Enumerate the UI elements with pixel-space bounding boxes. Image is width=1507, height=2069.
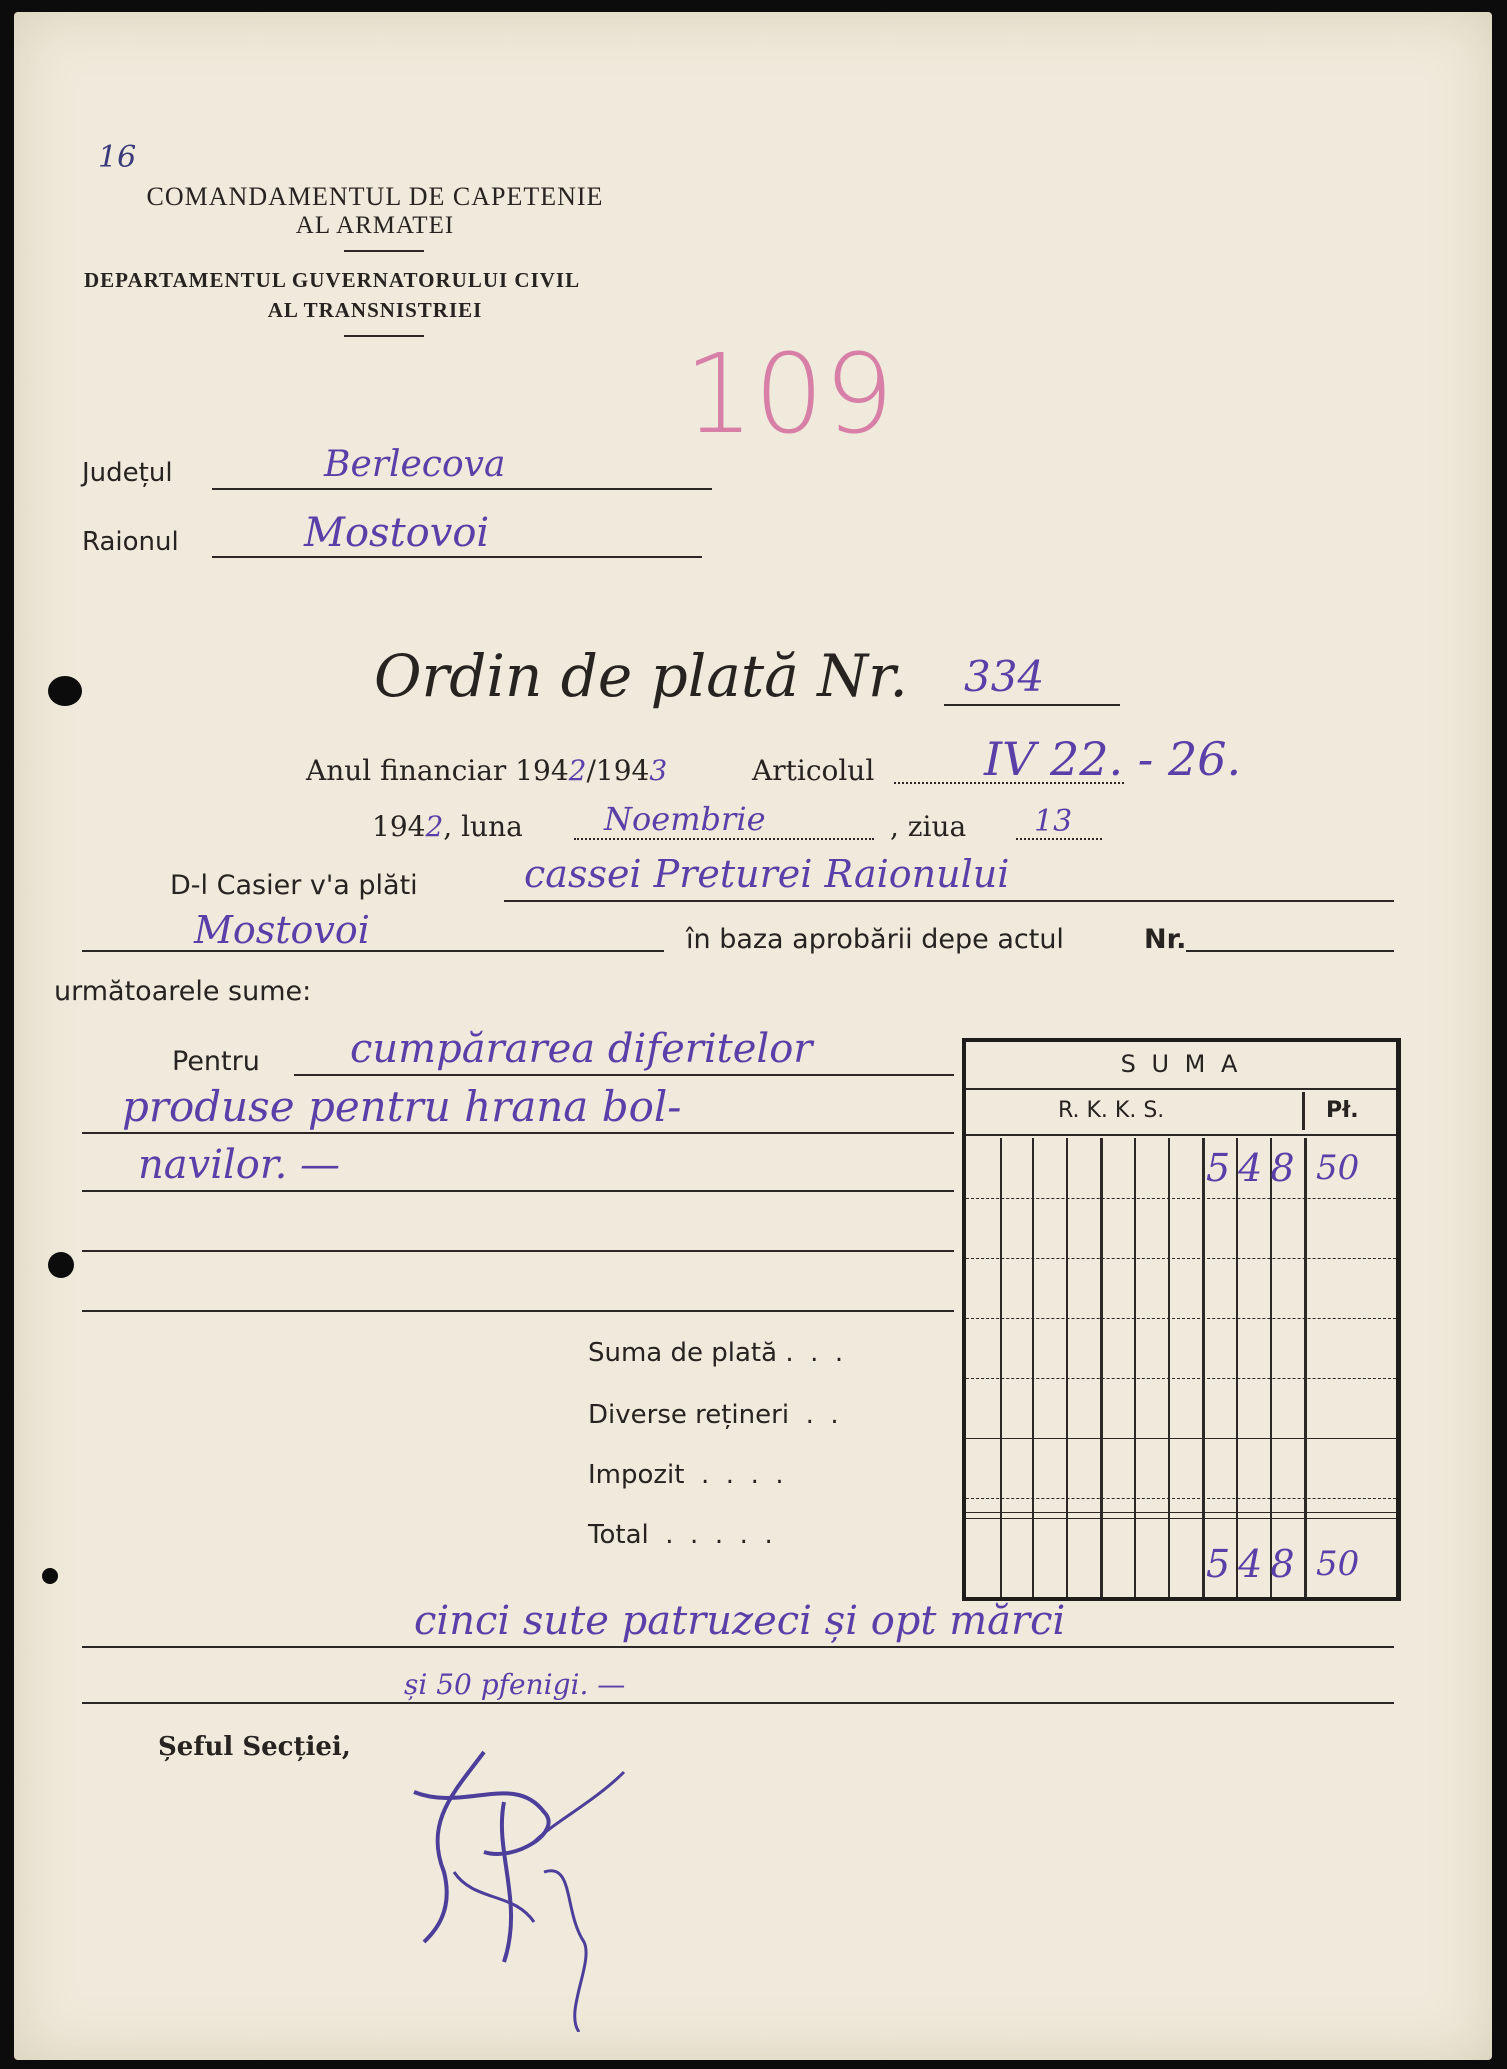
total-pl: 50 xyxy=(1316,1544,1360,1584)
ziua-label: , ziua xyxy=(890,810,967,843)
dept-name-line1: DEPARTAMENTUL GUVERNATORULUI CIVIL xyxy=(84,268,581,292)
date-year-digit: 2 xyxy=(425,810,444,843)
total-label xyxy=(588,1520,773,1550)
column-header-rule xyxy=(966,1134,1396,1136)
pentru-underline-5 xyxy=(82,1310,954,1312)
judet-underline xyxy=(212,488,712,490)
casier-label: D-l Casier v'a plăti xyxy=(170,870,418,901)
suma-de-plata-label xyxy=(588,1338,843,1368)
punch-hole-3 xyxy=(42,1568,58,1584)
words-underline-2 xyxy=(82,1702,1394,1704)
payment-order-document xyxy=(14,12,1492,2060)
diverse-label xyxy=(588,1400,839,1430)
impozit-label xyxy=(588,1460,784,1490)
amount-words-line2: și 50 pfenigi. — xyxy=(404,1668,626,1701)
folio-number: 16 xyxy=(98,140,137,175)
page-number-stamp: 109 xyxy=(684,330,894,458)
total-amount: 548 xyxy=(1206,1542,1303,1586)
org-name-line2: AL ARMATEI xyxy=(295,212,455,239)
col-line-8 xyxy=(1236,1138,1238,1597)
table-row-rule-1 xyxy=(966,1198,1396,1199)
table-row-rule-3 xyxy=(966,1318,1396,1319)
leader-dots-4: . . . . . xyxy=(648,1520,773,1550)
leader-dots-3: . . . . xyxy=(684,1460,784,1490)
casier-value-line1: cassei Preturei Raionului xyxy=(524,852,1010,896)
raion-underline xyxy=(212,556,702,558)
nr-label: Nr. xyxy=(1144,924,1187,955)
amount-table xyxy=(962,1038,1401,1601)
leader-dots-2: . . xyxy=(789,1400,839,1430)
nr-underline xyxy=(1186,950,1394,952)
suma-de-plata-text: Suma de plată xyxy=(588,1338,778,1368)
col-line-1 xyxy=(1000,1138,1002,1597)
table-row-rule-2 xyxy=(966,1258,1396,1259)
ziua-value: 13 xyxy=(1034,804,1073,839)
col-line-10 xyxy=(1304,1138,1307,1597)
header-divider-1 xyxy=(344,250,424,252)
col-line-9 xyxy=(1270,1138,1272,1597)
pentru-value-line2: produse pentru hrana bol- xyxy=(122,1082,682,1131)
diverse-text: Diverse rețineri xyxy=(588,1400,790,1430)
casier-value-line2: Mostovoi xyxy=(194,908,370,952)
col-line-6 xyxy=(1168,1138,1170,1597)
suma-header: S U M A xyxy=(1120,1050,1242,1078)
row1-pl: 50 xyxy=(1316,1148,1360,1188)
casier-underline xyxy=(504,900,1394,902)
pl-header: Pł. xyxy=(1326,1098,1359,1123)
table-row-rule-5 xyxy=(966,1438,1396,1439)
table-row-rule-7 xyxy=(966,1512,1396,1513)
title-number-underline xyxy=(944,704,1120,706)
total-text: Total xyxy=(588,1520,649,1550)
pentru-underline-4 xyxy=(82,1250,954,1252)
baza-label: în baza aprobării depe actul xyxy=(686,924,1064,955)
impozit-text: Impozit xyxy=(588,1460,685,1490)
header-divider-2 xyxy=(344,335,424,337)
pentru-value-line1: cumpărarea diferitelor xyxy=(350,1026,813,1072)
col-line-3 xyxy=(1066,1138,1068,1597)
table-row-rule-6 xyxy=(966,1498,1396,1499)
rkks-header: R. K. K. S. xyxy=(1058,1098,1165,1123)
pentru-underline-2 xyxy=(82,1132,954,1134)
row1-amount: 548 xyxy=(1206,1146,1303,1190)
luna-label: , luna xyxy=(443,810,523,843)
document-title: Ordin de plată Nr. xyxy=(374,642,908,710)
date-year xyxy=(372,810,523,843)
raion-label: Raionul xyxy=(82,527,179,557)
luna-value: Noembrie xyxy=(604,800,766,838)
pentru-underline-3 xyxy=(82,1190,954,1192)
urmatoarele-label: următoarele sume: xyxy=(54,976,312,1007)
judet-label: Județul xyxy=(82,458,173,488)
raion-value: Mostovoi xyxy=(304,510,490,556)
sef-sectiei-label: Șeful Secției, xyxy=(158,1732,351,1762)
pentru-underline-1 xyxy=(294,1074,954,1076)
punch-hole-2 xyxy=(48,1252,74,1278)
col-line-2 xyxy=(1032,1138,1034,1597)
table-row-rule-8 xyxy=(966,1518,1396,1519)
luna-underline xyxy=(574,838,874,840)
leader-dots-1: . . . xyxy=(777,1338,844,1368)
suma-header-rule xyxy=(966,1088,1396,1090)
dept-name-line2: AL TRANSNISTRIEI xyxy=(267,298,483,322)
fiscal-year-sep: /194 xyxy=(586,754,650,787)
date-year-prefix: 194 xyxy=(372,810,426,843)
articol-value: IV 22. - 26. xyxy=(984,732,1242,786)
judet-value: Berlecova xyxy=(324,444,506,485)
amount-words-line1: cinci sute patruzeci și opt mărci xyxy=(414,1598,1066,1644)
org-name-line1: COMANDAMENTUL DE CAPETENIE xyxy=(146,182,604,211)
order-number: 334 xyxy=(964,652,1045,701)
pl-header-divider xyxy=(1302,1092,1305,1130)
punch-hole-1 xyxy=(48,676,82,706)
casier-line2-underline xyxy=(82,950,664,952)
pentru-value-line3: navilor. — xyxy=(138,1142,341,1188)
pentru-label: Pentru xyxy=(172,1046,260,1077)
fiscal-year-digit-2: 3 xyxy=(649,754,668,787)
articol-label: Articolul xyxy=(752,754,875,787)
fiscal-year-label xyxy=(306,754,667,787)
fiscal-year-digit-1: 2 xyxy=(568,754,587,787)
words-underline-1 xyxy=(82,1646,1394,1648)
col-line-5 xyxy=(1134,1138,1136,1597)
table-row-rule-4 xyxy=(966,1378,1396,1379)
col-line-4 xyxy=(1100,1138,1103,1597)
fiscal-year-prefix: Anul financiar 194 xyxy=(306,754,569,787)
signature xyxy=(394,1732,714,2032)
col-line-7 xyxy=(1202,1138,1205,1597)
